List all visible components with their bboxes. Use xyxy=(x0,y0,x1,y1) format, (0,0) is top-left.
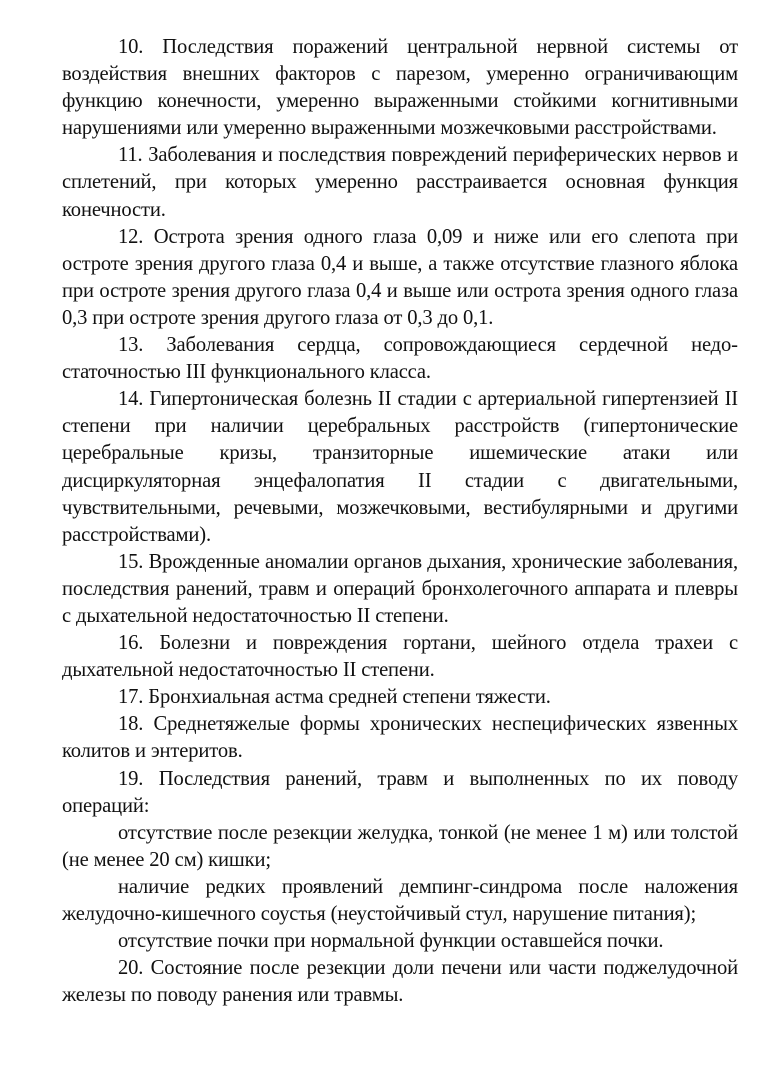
paragraph-19-item-1: отсутствие после резекции желудка, тонкой (не менее 1 м) или толстой (не менее 20 см) кишки; xyxy=(62,821,738,871)
paragraph-18: 18. Среднетяжелые формы хронических неспецифических язвенных колитов и энтеритов. xyxy=(62,713,738,763)
paragraph-15: 15. Врожденные аномалии органов дыхания, хронические заболевания, последствия ранений, травм и операций бронхолегочного аппарата и плевры с дыхательной недостаточностью II степени. xyxy=(62,550,738,627)
paragraph-10: 10. Последствия поражений центральной нервной системы от воздействия внешних факторов с парезом, умеренно ограничивающим функцию конечности, умеренно выраженными стойкими когнитивными нарушениями или умеренно выраженными мозжечковыми расстройствами. xyxy=(62,36,738,140)
paragraph-19-item-3: отсутствие почки при нормальной функции оставшейся почки. xyxy=(118,930,664,953)
paragraph-12: 12. Острота зрения одного глаза 0,09 и ниже или его слепота при остроте зрения другого глаза 0,4 и выше, а также отсутствие глазного яблока при остроте зрения другого глаза 0,4 и выше или острота зрения одного глаза 0,3 при остроте зрения другого глаза от 0,3 до 0,1. xyxy=(62,225,738,329)
paragraph-20: 20. Состояние после резекции доли печени или части поджелудочной железы по поводу ранения или травмы. xyxy=(62,957,738,1007)
paragraph-19-item-2: наличие редких проявлений демпинг-синдрома после наложения желудочно-кишечного соустья (неустойчивый стул, нарушение питания); xyxy=(62,875,738,925)
paragraph-13: 13. Заболевания сердца, сопровождающиеся сердечной недостаточностью III функционального класса. xyxy=(62,334,738,384)
paragraph-11: 11. Заболевания и последствия повреждений периферических нервов и сплетений, при которых умеренно расстраивается основная функция конечности. xyxy=(62,144,738,221)
paragraph-17: 17. Бронхиальная астма средней степени тяжести. xyxy=(118,686,551,709)
paragraph-16: 16. Болезни и повреждения гортани, шейного отдела трахеи с дыхательной недостаточностью II степени. xyxy=(62,632,738,682)
paragraph-14: 14. Гипертоническая болезнь II стадии с артериальной гипертензией II степени при наличии церебральных расстройств (гипертонические церебральные кризы, транзиторные ишемические атаки или дисциркуляторная энцефалопатия II стадии с двигательными, чувствительными, речевыми, мозжечковыми, вестибулярными и другими расстройствами). xyxy=(62,388,738,546)
document-page xyxy=(62,34,738,1009)
paragraph-19: 19. Последствия ранений, травм и выполненных по их поводу операций: xyxy=(62,767,738,817)
